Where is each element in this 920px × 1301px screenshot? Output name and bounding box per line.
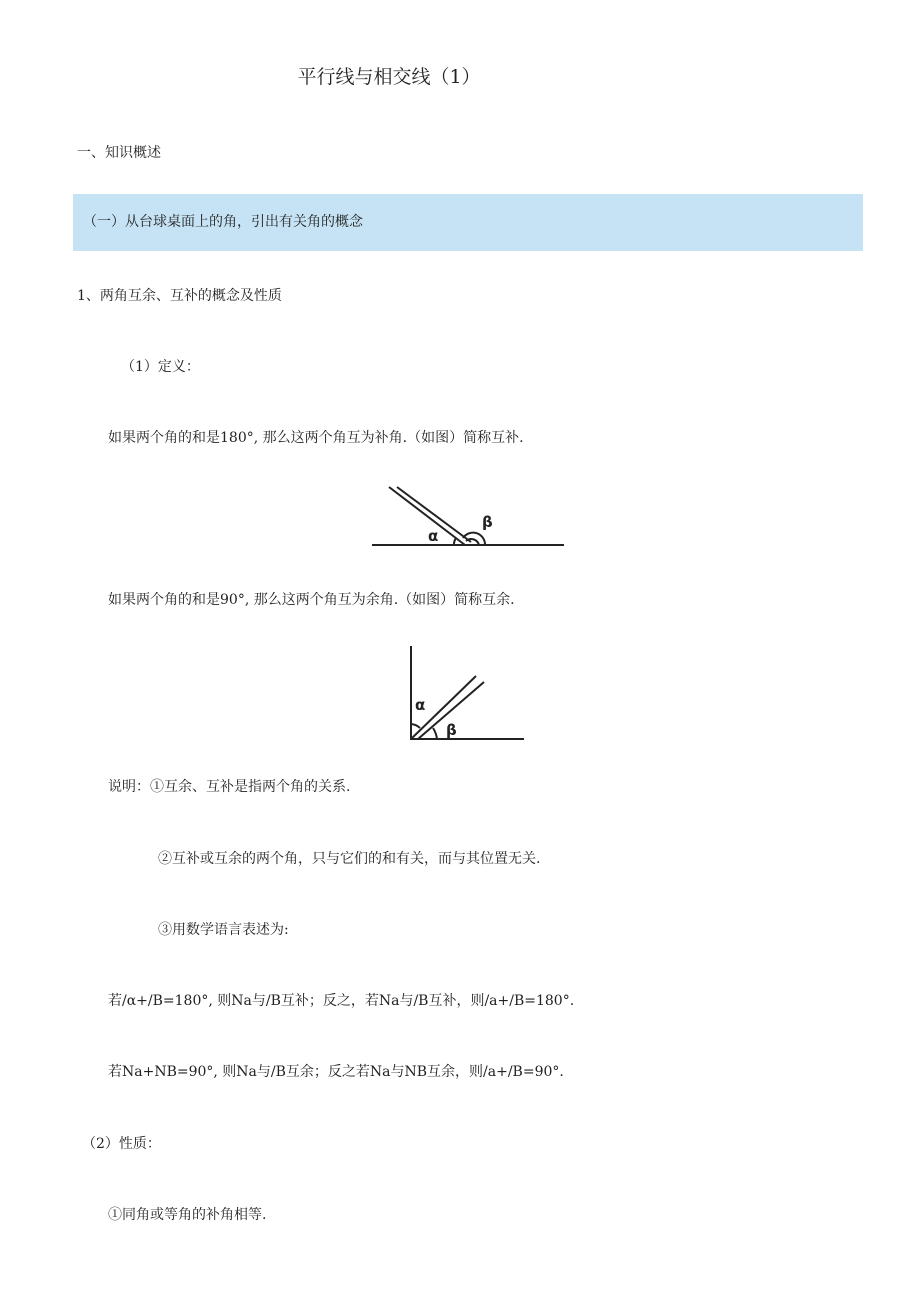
beta-label: β	[482, 513, 493, 531]
beta-arc	[433, 728, 437, 739]
definition-supplementary: 如果两个角的和是180°, 那么这两个角互为补角.（如图）简称互补.	[108, 430, 524, 446]
complementary-angles-figure	[404, 644, 534, 744]
note-1: 说明：①互余、互补是指两个角的关系.	[108, 779, 351, 795]
section-banner	[73, 194, 863, 251]
note-3: ③用数学语言表述为:	[158, 922, 289, 938]
alpha-arc	[454, 538, 456, 545]
item1-heading: 1、两角互余、互补的概念及性质	[77, 288, 282, 304]
definition-complementary: 如果两个角的和是90°, 那么这两个角互为余角.（如图）简称互余.	[108, 592, 515, 608]
page-title: 平行线与相交线（1）	[297, 66, 481, 88]
banner-text: （一）从台球桌面上的角，引出有关角的概念	[83, 214, 363, 230]
math-statement-1: 若/α+/B=180°, 则Na与/B互补；反之，若Na与/B互补，则/a+/B=180°.	[108, 993, 575, 1009]
beta-label: β	[446, 721, 457, 739]
property-1: ①同角或等角的补角相等.	[108, 1207, 267, 1223]
properties-heading: （2）性质：	[82, 1136, 161, 1152]
note-2: ②互补或互余的两个角，只与它们的和有关，而与其位置无关.	[158, 851, 541, 867]
alpha-label: α	[415, 696, 426, 714]
math-statement-2: 若Na+NB=90°, 则Na与/B互余；反之若Na与NB互余，则/a+/B=90°.	[108, 1064, 564, 1080]
supplementary-angles-figure	[368, 484, 568, 554]
ray-line-outer	[389, 487, 465, 545]
alpha-arc	[411, 724, 420, 728]
alpha-label: α	[428, 527, 439, 545]
definition-heading: （1）定义：	[121, 359, 200, 375]
section-heading: 一、知识概述	[77, 145, 161, 161]
